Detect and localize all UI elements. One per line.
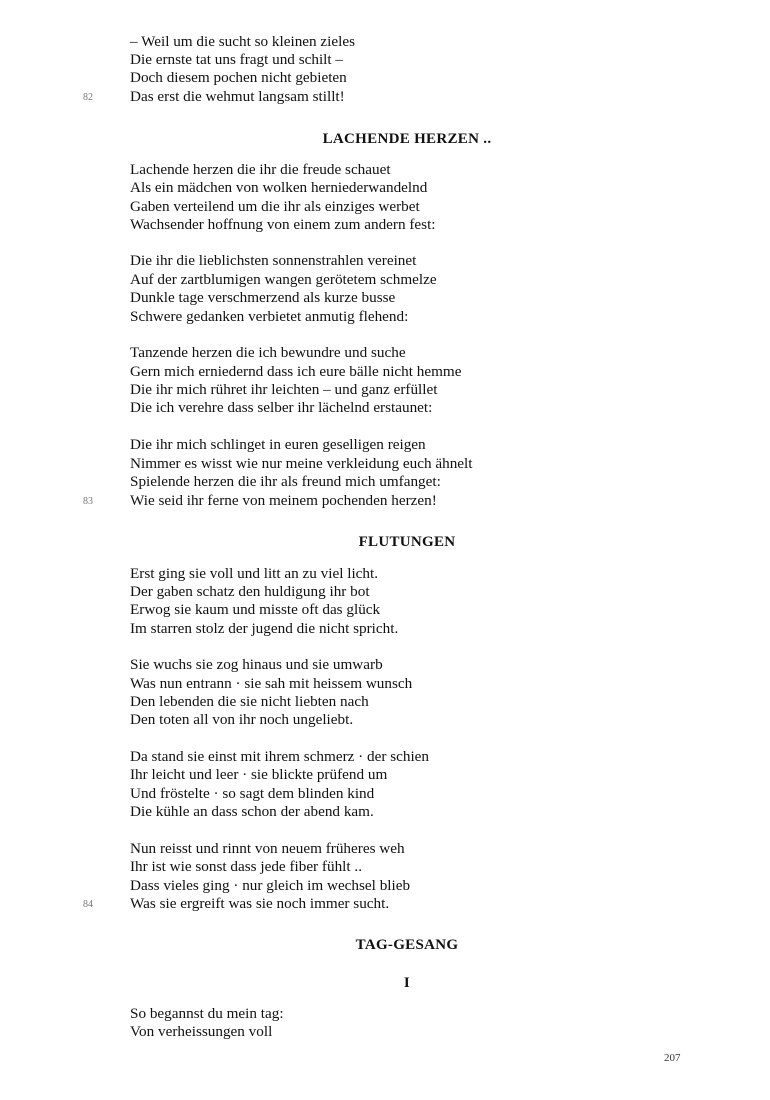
verse-line: Von verheissungen voll — [130, 1023, 273, 1040]
verse-line: Und fröstelte · so sagt dem blinden kind — [130, 785, 375, 802]
verse-line: Sie wuchs sie zog hinaus und sie umwarb — [130, 656, 383, 673]
verse-line: Was sie ergreift was sie noch immer sucht. — [130, 895, 390, 912]
verse-line: Die ich verehre dass selber ihr lächelnd erstaunet: — [130, 399, 433, 416]
verse-line: Schwere gedanken verbietet anmutig flehend: — [130, 308, 409, 325]
verse-line: Erst ging sie voll und litt an zu viel licht. — [130, 565, 379, 582]
verse-line: Wachsender hoffnung von einem zum andern fest: — [130, 216, 436, 233]
verse-line: Gern mich erniedernd dass ich eure bälle nicht hemme — [130, 363, 462, 380]
verse-line: Nimmer es wisst wie nur meine verkleidung euch ähnelt — [130, 455, 473, 472]
poem-title: LACHENDE HERZEN .. — [322, 131, 492, 147]
verse-line: Was nun entrann · sie sah mit heissem wunsch — [130, 675, 413, 692]
verse-line: Lachende herzen die ihr die freude schauet — [130, 161, 391, 178]
verse-line: – Weil um die sucht so kleinen zieles — [130, 33, 355, 50]
verse-line: Wie seid ihr ferne von meinem pochenden herzen! — [130, 492, 437, 509]
verse-line: Tanzende herzen die ich bewundre und suche — [130, 344, 406, 361]
verse-line: Gaben verteilend um die ihr als einziges werbet — [130, 198, 420, 215]
poem-title: TAG-GESANG — [355, 937, 459, 953]
verse-line: Da stand sie einst mit ihrem schmerz · der schien — [130, 748, 430, 765]
verse-line: Den toten all von ihr noch ungeliebt. — [130, 711, 354, 728]
verse-line: Ihr ist wie sonst dass jede fiber fühlt .. — [130, 858, 362, 875]
page-number: 207 — [664, 1052, 681, 1064]
margin-line-number: 84 — [83, 899, 93, 910]
verse-line: Den lebenden die sie nicht liebten nach — [130, 693, 369, 710]
verse-line: Die ihr mich rühret ihr leichten – und ganz erfüllet — [130, 381, 438, 398]
verse-line: Dass vieles ging · nur gleich im wechsel blieb — [130, 877, 411, 894]
verse-line: Spielende herzen die ihr als freund mich umfanget: — [130, 473, 441, 490]
margin-line-number: 82 — [83, 92, 93, 103]
verse-line: Auf der zartblumigen wangen gerötetem schmelze — [130, 271, 437, 288]
verse-line: Dunkle tage verschmerzend als kurze busse — [130, 289, 396, 306]
verse-line: Ihr leicht und leer · sie blickte prüfend um — [130, 766, 388, 783]
verse-line: Nun reisst und rinnt von neuem früheres weh — [130, 840, 405, 857]
verse-line: Das erst die wehmut langsam stillt! — [130, 88, 345, 105]
section-number: I — [403, 975, 411, 991]
margin-line-number: 83 — [83, 496, 93, 507]
verse-line: Als ein mädchen von wolken herniederwandelnd — [130, 179, 428, 196]
verse-line: Die ihr mich schlinget in euren geselligen reigen — [130, 436, 426, 453]
verse-line: Im starren stolz der jugend die nicht spricht. — [130, 620, 399, 637]
verse-line: Der gaben schatz den huldigung ihr bot — [130, 583, 370, 600]
verse-line: Die kühle an dass schon der abend kam. — [130, 803, 374, 820]
poem-title: FLUTUNGEN — [358, 534, 456, 550]
verse-line: Erwog sie kaum und misste oft das glück — [130, 601, 381, 618]
verse-line: Doch diesem pochen nicht gebieten — [130, 69, 347, 86]
verse-line: Die ihr die lieblichsten sonnenstrahlen vereinet — [130, 252, 417, 269]
verse-line: Die ernste tat uns fragt und schilt – — [130, 51, 343, 68]
verse-line: So begannst du mein tag: — [130, 1005, 284, 1022]
